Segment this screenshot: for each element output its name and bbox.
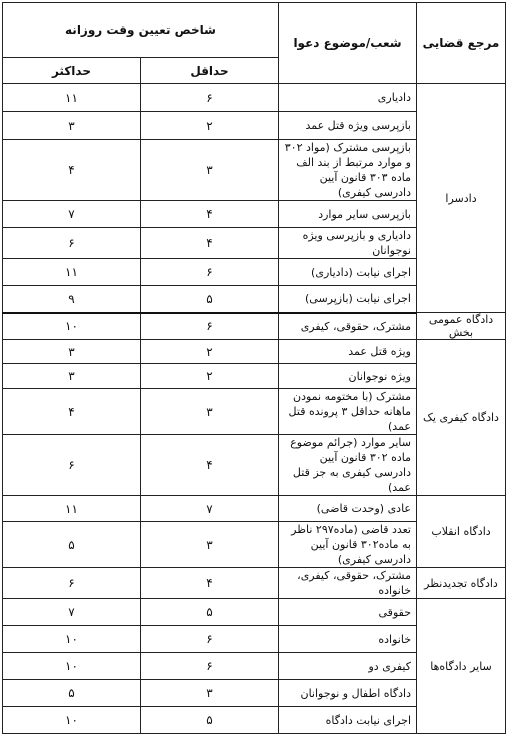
row-min: ۴	[141, 435, 279, 496]
row-min: ۳	[141, 680, 279, 707]
row-subject: اجرای نیابت (دادیاری)	[279, 259, 417, 286]
row-subject: مشترک، حقوقی، کیفری، خانواده	[279, 568, 417, 599]
row-subject: خانواده	[279, 626, 417, 653]
group-authority: دادگاه عمومی بخش	[417, 313, 506, 340]
row-min: ۷	[141, 496, 279, 522]
row-max: ۱۱	[3, 84, 141, 112]
row-subject: دادگاه اطفال و نوجوانان	[279, 680, 417, 707]
row-max: ۱۱	[3, 496, 141, 522]
row-min: ۴	[141, 201, 279, 228]
row-max: ۱۰	[3, 313, 141, 340]
row-subject: دادیاری	[279, 84, 417, 112]
group-authority: دادگاه انقلاب	[417, 496, 506, 568]
row-subject: بازپرسی ویژه قتل عمد	[279, 112, 417, 140]
row-subject: کیفری دو	[279, 653, 417, 680]
row-max: ۷	[3, 201, 141, 228]
row-min: ۶	[141, 653, 279, 680]
row-subject: حقوقی	[279, 599, 417, 626]
header-max: حداکثر	[3, 58, 141, 84]
group-authority: سایر دادگاه‌ها	[417, 599, 506, 734]
row-min: ۵	[141, 707, 279, 734]
row-subject: ویژه قتل عمد	[279, 340, 417, 364]
row-max: ۳	[3, 112, 141, 140]
row-min: ۳	[141, 140, 279, 201]
row-min: ۲	[141, 340, 279, 364]
row-subject: اجرای نیابت (بازپرسی)	[279, 286, 417, 313]
row-min: ۶	[141, 626, 279, 653]
row-subject: مشترک، حقوقی، کیفری	[279, 313, 417, 340]
row-max: ۱۰	[3, 653, 141, 680]
row-max: ۶	[3, 228, 141, 259]
row-max: ۱۰	[3, 707, 141, 734]
row-subject: سایر موارد (جرائم موضوع ماده ۳۰۲ قانون آیین دادرسی کیفری به جز قتل عمد)	[279, 435, 417, 496]
header-min: حداقل	[141, 58, 279, 84]
row-max: ۹	[3, 286, 141, 313]
header-authority: مرجع قضایی	[417, 3, 506, 84]
row-subject: بازپرسی سایر موارد	[279, 201, 417, 228]
row-subject: مشترک (با مختومه نمودن ماهانه حداقل ۳ پرونده قتل عمد)	[279, 389, 417, 435]
row-subject: بازپرسی مشترک (مواد ۳۰۲ و موارد مرتبط از بند الف ماده ۳۰۳ قانون آیین دادرسی کیفری)	[279, 140, 417, 201]
row-max: ۶	[3, 435, 141, 496]
group-authority: دادسرا	[417, 84, 506, 313]
row-max: ۳	[3, 364, 141, 389]
row-max: ۴	[3, 140, 141, 201]
row-max: ۳	[3, 340, 141, 364]
header-indicator: شاخص تعیین وقت روزانه	[3, 3, 279, 58]
row-subject: اجرای نیابت دادگاه	[279, 707, 417, 734]
header-subject: شعب/موضوع دعوا	[279, 3, 417, 84]
row-min: ۴	[141, 568, 279, 599]
row-min: ۵	[141, 286, 279, 313]
row-subject: ویژه نوجوانان	[279, 364, 417, 389]
row-max: ۱۱	[3, 259, 141, 286]
row-max: ۵	[3, 522, 141, 568]
time-allocation-table	[2, 2, 506, 734]
row-subject: دادیاری و بازپرسی ویژه نوجوانان	[279, 228, 417, 259]
row-min: ۶	[141, 84, 279, 112]
row-max: ۱۰	[3, 626, 141, 653]
row-min: ۳	[141, 522, 279, 568]
row-subject: عادی (وحدت قاضی)	[279, 496, 417, 522]
group-authority: دادگاه تجدیدنظر	[417, 568, 506, 599]
row-max: ۴	[3, 389, 141, 435]
row-min: ۲	[141, 112, 279, 140]
group-authority: دادگاه کیفری یک	[417, 340, 506, 496]
row-min: ۶	[141, 313, 279, 340]
row-max: ۵	[3, 680, 141, 707]
row-max: ۷	[3, 599, 141, 626]
row-max: ۶	[3, 568, 141, 599]
row-min: ۵	[141, 599, 279, 626]
row-min: ۲	[141, 364, 279, 389]
row-min: ۶	[141, 259, 279, 286]
row-min: ۴	[141, 228, 279, 259]
row-subject: تعدد قاضی (ماده۲۹۷ ناظر به ماده۳۰۲ قانون آیین دادرسی کیفری)	[279, 522, 417, 568]
row-min: ۳	[141, 389, 279, 435]
